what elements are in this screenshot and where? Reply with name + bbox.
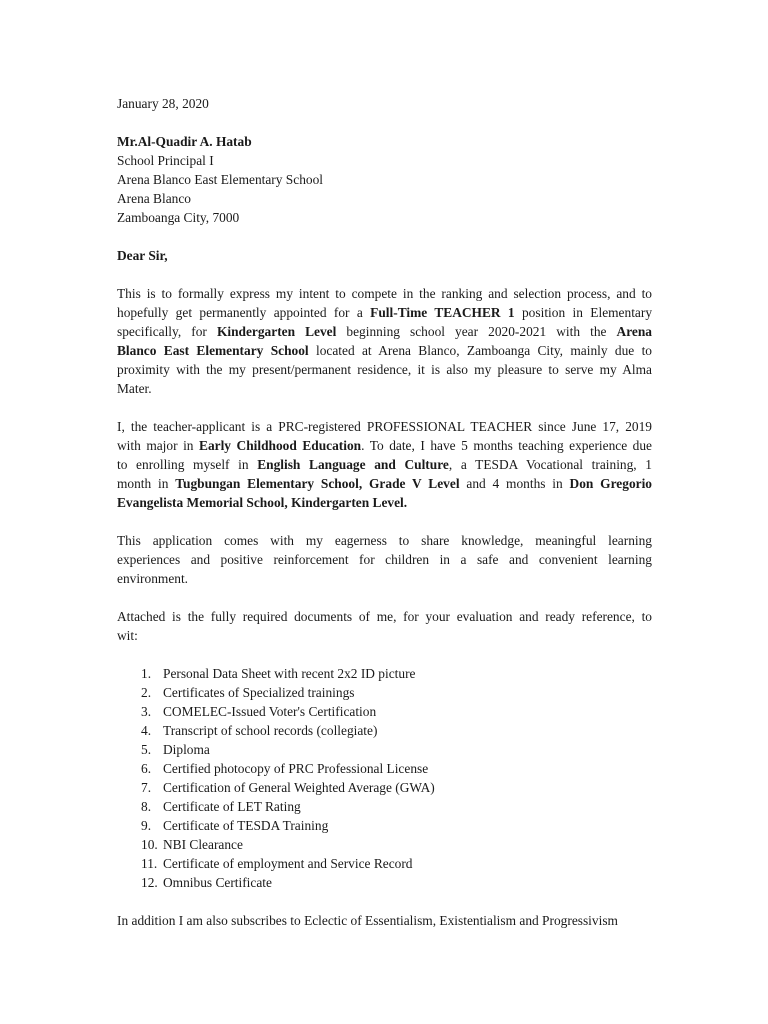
- paragraph-line: proximity with the my present/permanent residence, it is also my pleasure to serve my Alma: [117, 362, 652, 377]
- document-list-item: [141, 664, 652, 683]
- paragraph-line: with major in Early Childhood Education. To date, I have 5 months teaching experience due: [117, 438, 653, 453]
- list-item-text: Diploma: [163, 742, 210, 757]
- list-item-text: Certificate of employment and Service Record: [163, 856, 413, 871]
- list-item-number: 7.: [141, 780, 152, 795]
- list-item-number: 11.: [141, 856, 158, 871]
- list-item-text: Personal Data Sheet with recent 2x2 ID picture: [163, 666, 416, 681]
- recipient-address-line-2: Zamboanga City, 7000: [117, 210, 240, 225]
- letter-date: January 28, 2020: [117, 96, 209, 111]
- paragraph-intent: [117, 284, 652, 398]
- list-item-number: 9.: [141, 818, 152, 833]
- recipient-address-line-1: Arena Blanco: [117, 191, 191, 206]
- list-item-text: COMELEC-Issued Voter's Certification: [163, 704, 377, 719]
- paragraph-philosophy: In addition I am also subscribes to Eclectic of Essentialism, Existentialism and Progressivism: [117, 913, 618, 928]
- paragraph-line: to enrolling myself in English Language and Culture, a TESDA Vocational training, 1: [117, 457, 652, 472]
- letter-body: [117, 94, 652, 930]
- paragraph-line: I, the teacher-applicant is a PRC-registered PROFESSIONAL TEACHER since June 17, 2019: [117, 419, 652, 434]
- document-list-item: [141, 854, 652, 873]
- salutation: Dear Sir,: [117, 248, 168, 263]
- recipient-block: [117, 132, 652, 227]
- list-item-number: 4.: [141, 723, 152, 738]
- document-list-item: [141, 702, 652, 721]
- list-item-number: 6.: [141, 761, 152, 776]
- paragraph-line: Attached is the fully required documents of me, for your evaluation and ready reference, to: [117, 609, 652, 624]
- paragraph-line: This application comes with my eagerness to share knowledge, meaningful learning: [117, 533, 652, 548]
- list-item-number: 3.: [141, 704, 152, 719]
- document-list-item: [141, 797, 652, 816]
- list-item-text: Transcript of school records (collegiate): [163, 723, 378, 738]
- paragraph-line: This is to formally express my intent to compete in the ranking and selection process, and to: [117, 286, 652, 301]
- paragraph-line: Mater.: [117, 381, 152, 396]
- paragraph-line: experiences and positive reinforcement for children in a safe and convenient learning: [117, 552, 652, 567]
- recipient-name: Mr.Al-Quadir A. Hatab: [117, 134, 252, 149]
- list-item-number: 10.: [141, 837, 158, 852]
- document-list-item: [141, 759, 652, 778]
- paragraph-qualifications: [117, 417, 652, 512]
- list-item-number: 5.: [141, 742, 152, 757]
- recipient-school: Arena Blanco East Elementary School: [117, 172, 323, 187]
- documents-list: [117, 664, 652, 892]
- list-item-number: 1.: [141, 666, 152, 681]
- paragraph-line: month in Tugbungan Elementary School, Grade V Level and 4 months in Don Gregorio: [117, 476, 652, 491]
- paragraph-line: environment.: [117, 571, 189, 586]
- list-item-text: Certificate of LET Rating: [163, 799, 301, 814]
- list-item-number: 12.: [141, 875, 158, 890]
- paragraph-line: wit:: [117, 628, 138, 643]
- paragraph-line: specifically, for Kindergarten Level beginning school year 2020-2021 with the Arena: [117, 324, 652, 339]
- list-item-text: Certificate of TESDA Training: [163, 818, 329, 833]
- paragraph-line: Blanco East Elementary School located at Arena Blanco, Zamboanga City, mainly due to: [117, 343, 652, 358]
- list-item-number: 8.: [141, 799, 152, 814]
- document-list-item: [141, 816, 652, 835]
- document-list-item: [141, 740, 652, 759]
- paragraph-line: hopefully get permanently appointed for a Full-Time TEACHER 1 position in Elementary: [117, 305, 653, 320]
- paragraph-eagerness: [117, 531, 652, 588]
- list-item-number: 2.: [141, 685, 152, 700]
- document-list-item: [141, 778, 652, 797]
- document-list-item: [141, 721, 652, 740]
- document-list-item: [141, 835, 652, 854]
- paragraph-line: Evangelista Memorial School, Kindergarten Level.: [117, 495, 408, 510]
- list-item-text: Certification of General Weighted Average (GWA): [163, 780, 435, 795]
- list-item-text: NBI Clearance: [163, 837, 243, 852]
- document-list-item: [141, 873, 652, 892]
- list-item-text: Certified photocopy of PRC Professional License: [163, 761, 429, 776]
- list-item-text: Omnibus Certificate: [163, 875, 272, 890]
- document-list-item: [141, 683, 652, 702]
- list-item-text: Certificates of Specialized trainings: [163, 685, 355, 700]
- paragraph-attachments: [117, 607, 652, 645]
- recipient-title: School Principal I: [117, 153, 214, 168]
